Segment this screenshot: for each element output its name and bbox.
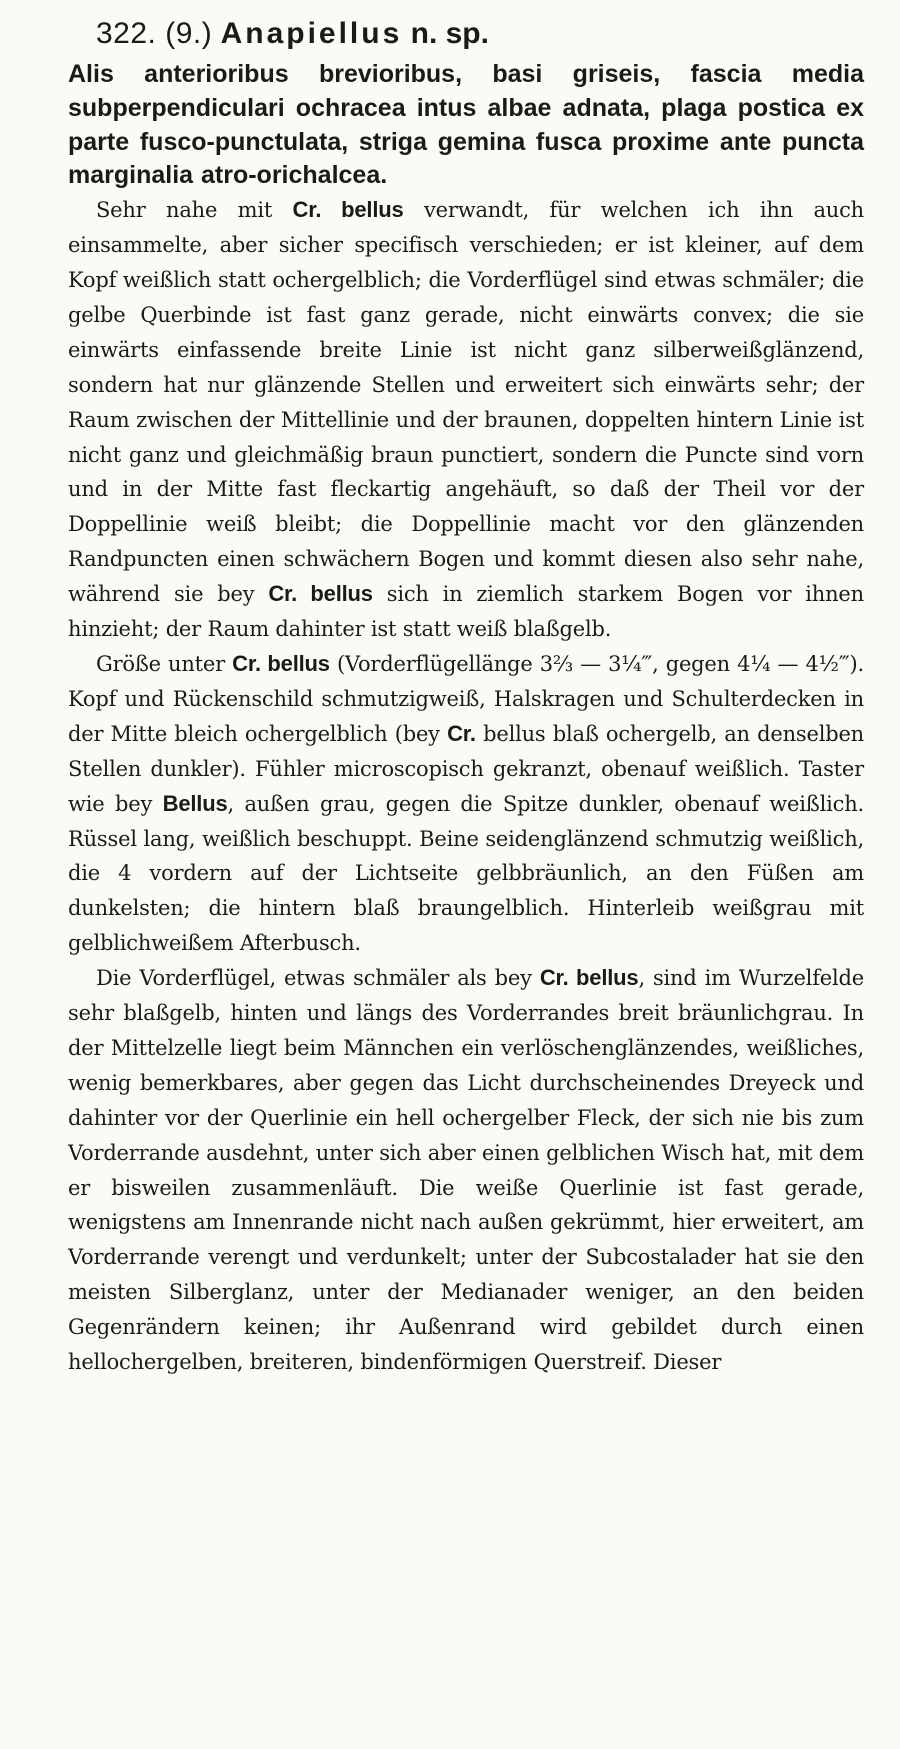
text-run: bellus blaß ochergelb, an denselben Stellen dunkler). Fühler microscopisch gekranzt, obenauf weißlich. Taster wie bey bbox=[68, 721, 865, 816]
species-reference: Bellus bbox=[162, 790, 228, 816]
species-reference: Cr. bellus bbox=[232, 650, 330, 676]
species-reference: Cr. bbox=[447, 720, 476, 746]
paragraph-comparison bbox=[68, 193, 864, 647]
latin-diagnosis: Alis anterioribus brevioribus, basi griseis, fascia media subperpendiculari ochracea intus albae adnata, plaga postica ex parte fusco-punctulata, striga gemina fusca proxime ante puncta marginalia atro-orichalcea. bbox=[68, 60, 864, 190]
text-run: verwandt, für welchen ich ihn auch einsammelte, aber sicher specifisch verschieden; er ist kleiner, auf dem Kopf weißlich statt ochergelblich; die Vorderflügel sind etwas schmäler; die gelbe Querbinde ist fast ganz gerade, nicht einwärts convex; die sie einwärts einfassende breite Linie ist nicht ganz silberweißglänzend, sondern hat nur glänzende Stellen und erweitert sich einwärts sehr; der Raum zwischen der Mittellinie und der braunen, doppelten hintern Linie ist nicht ganz und gleichmäßig braun punctiert, sondern die Puncte sind vorn und in der Mitte fast fleckartig angehäuft, so daß der Theil vor der Doppellinie weiß bleibt; die Doppellinie macht vor den glänzenden Randpuncten einen schwächern Bogen und kommt diesen also sehr nahe, während sie bey bbox=[68, 198, 864, 607]
species-heading bbox=[96, 12, 864, 56]
text-run: sich in ziemlich starkem Bogen vor ihnen hinzieht; der Raum dahinter ist statt weiß blaßgelb. bbox=[68, 582, 864, 642]
genus-name: Anapiellus bbox=[220, 17, 403, 50]
species-reference: Cr. bellus bbox=[268, 581, 373, 607]
species-reference: Cr. bellus bbox=[292, 197, 404, 223]
species-epithet: n. sp. bbox=[410, 17, 489, 50]
text-run: , außen grau, gegen die Spitze dunkler, obenauf weißlich. Rüssel lang, weißlich beschuppt. Beine seidenglänzend schmutzig weißlich, die 4 vordern auf der Lichtseite gelbbräunlich, an den Füßen am dunkelsten; die hintern blaß braungelblich. Hinterleib weißgrau mit gelblichweißem Afterbusch. bbox=[68, 791, 864, 956]
paragraph-size-and-body bbox=[68, 647, 864, 961]
text-run: Die Vorderflügel, etwas schmäler als bey bbox=[96, 966, 532, 991]
text-run: , sind im Wurzelfelde sehr blaßgelb, hinten und längs des Vorderrandes breit bräunlichgrau. In der Mittelzelle liegt beim Männchen ein verlöschenglänzendes, weißliches, wenig bemerkbares, aber gegen das Licht durchscheinendes Dreyeck und dahinter vor der Querlinie ein hell ochergelber Fleck, der sich nie bis zum Vorderrande ausdehnt, unter sich aber einen gelblichen Wisch hat, mit dem er bisweilen zusammenläuft. Die weiße Querlinie ist fast gerade, wenigstens am Innenrande nicht nach außen gekrümmt, hier erweitert, am Vorderrande verengt und verdunkelt; unter der Subcostalader hat sie den meisten Silberglanz, unter der Medianader weniger, an den beiden Gegenrändern keinen; ihr Außenrand wird gebildet durch einen hellochergelben, breiteren, bindenförmigen Querstreif. Dieser bbox=[68, 966, 864, 1375]
text-run: Sehr nahe mit bbox=[96, 198, 273, 223]
species-reference: Cr. bellus bbox=[539, 965, 639, 991]
text-run: Größe unter bbox=[96, 651, 225, 676]
paragraph-forewings bbox=[68, 961, 864, 1380]
text-run: (Vorderflügellänge 3⅔ — 3¼‴, gegen 4¼ — 4½‴). Kopf und Rückenschild schmutzigweiß, Halskragen und Schulterdecken in der Mitte bleich ochergelblich (bey bbox=[68, 651, 864, 746]
species-number: 322. (9.) bbox=[96, 17, 213, 50]
